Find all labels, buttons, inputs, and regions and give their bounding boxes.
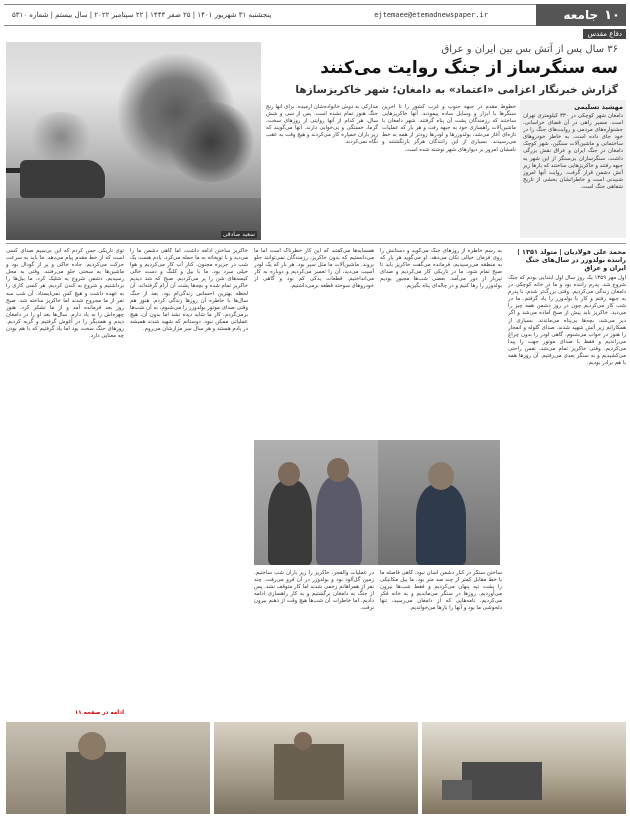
- lead-box: [520, 100, 626, 238]
- page-header: [4, 4, 626, 26]
- intro-column-2: [266, 104, 378, 238]
- body-text-2-top: به رسم خاطره از روزهای جنگ می‌گوید و دستانش را روی فرمان خیالی تکان می‌دهد. او می‌گوید هر بار که به منطقه می‌رسیدیم، فرمانده می‌گفت خاکریز باید تا صبح تمام شود. ما در تاریکی کار می‌کردیم و صدای تیربار از دور می‌آمد. بعضی شب‌ها مجبور بودیم بولدوزر را رها کنیم و در چاله‌ای پناه بگیریم.: [380, 248, 502, 290]
- section-email[interactable]: ejtemaee@etemadnewspaper.ir: [374, 11, 488, 19]
- portrait-photo-right: [378, 440, 502, 565]
- intro-column-1: [382, 104, 516, 238]
- body-column-2-bottom: [380, 570, 502, 718]
- hero-photo: [6, 42, 261, 240]
- intro-text-2: مدارکی به دوش خانواده‌شان آرمیده. برای آنها رنج جنگ هنوز تمام نشده است. پس از سی و شش سال، هر کدام از آنها روایتی از روزهای سخت، گرما، خستگی و بی‌خوابی دارند. آنها می‌گویند که زیر باران خمپاره کار می‌کردند و هیچ وقت به عقب نگاه نمی‌کردند.: [266, 104, 378, 146]
- body-text-3-top: همسایه‌ها می‌گفتند که این کار خطرناک است اما ما می‌دانستیم که بدون خاکریز، رزمندگان نمی‌توانند جلو بروند. ماشین‌آلات ما مثل سپر بود. هر بار که یک لودر آسیب می‌دید، آن را تعمیر می‌کردیم و دوباره به کار می‌انداختیم. قطعات یدکی کم بود و گاهی از خودروهای سوخته قطعه برمی‌داشتیم.: [254, 248, 374, 290]
- section-name: جامعه: [563, 8, 599, 22]
- young-soldier-photo: [6, 722, 210, 814]
- body-column-4: [130, 248, 248, 718]
- body-text-4: خاکریز ساختن ادامه داشت، اما گاهی دشمن ما را می‌دید و با توپخانه به ما حمله می‌کرد. یادم هست یک شب در جزیره مجنون، کنار آب کار می‌کردیم و هوا خیلی سرد بود. ما با بیل و کلنگ و دست خالی کیسه‌های شن را پر می‌کردیم. صبح که شد دیدیم خاکریز تمام شده و بچه‌ها پشت آن آرام گرفته‌اند. آن لحظه بهترین احساس زندگی‌ام بود. بعد از جنگ سال‌ها با خاطره آن روزها زندگی کردم. هنوز هم وقتی صدای موتور بولدوزر را می‌شنوم، به آن شب‌ها برمی‌گردم. کار ما شاید دیده نشد اما بدون آن، هیچ عملیاتی ممکن نبود. دوستانم که شهید شدند همیشه در یادم هستند و هر سال سر مزارشان می‌روم.: [130, 248, 248, 333]
- interviewee-byline: محمد علی فولادیان | متولد ۱۳۵۱ | راننده بولدوزر در سال‌های جنگ ایران و عراق: [517, 248, 626, 272]
- story-headline: سه سنگرساز از جنگ روایت می‌کنند: [320, 58, 618, 78]
- body-text-5: توی تاریکی حس کردم که این بی‌سیم صدای کسی است که از خط مقدم پیام می‌دهد. ما باید به سرعت حرکت می‌کردیم. جاده خاکی و پر از گودال بود و ماشین‌ها به سختی جلو می‌رفتند. وقتی به محل رسیدیم، دشمن شروع به شلیک کرد. ما بیل‌ها را برداشتیم و شروع به کندن کردیم. هر کسی کاری را به عهده داشت و هیچ کس نمی‌ایستاد. آن شب سه نفر از ما مجروح شدند اما خاکریز ساخته شد. صبح روز بعد فرمانده آمد و از ما تشکر کرد. هنوز چهره‌اش را به یاد دارم. سال‌ها بعد او را در دامغان دیدم و همدیگر را در آغوش گرفتیم و گریه کردیم. روزهای جنگ سخت بود اما یاد گرفتیم که با هم بودن چه معنایی دارد.: [6, 248, 124, 340]
- page-number: ۱۰: [604, 7, 620, 23]
- section-label: [536, 4, 626, 26]
- tank-silhouette: [20, 160, 105, 198]
- portrait-photos: [254, 440, 502, 565]
- portrait-photo-left: [254, 440, 378, 565]
- photo-credit: سعید صادقی: [222, 231, 255, 238]
- body-text-2-bottom: ساختن سنگر در کنار دشمن آسان نبود. گاهی فاصله ما با خط مقابل کمتر از چند صد متر بود. ما بیل مکانیکی را پشت تپه پنهان می‌کردیم و فقط شب‌ها بیرون می‌آوردیم. روزها در سنگر می‌ماندیم و به خانه فکر می‌کردیم. نامه‌هایی که از دامغان می‌رسید، تنها دلخوشی ما بود و آنها را بارها می‌خواندیم.: [380, 570, 502, 612]
- rubric-tag: دفاع مقدس: [583, 29, 626, 39]
- section-divider: [6, 243, 626, 244]
- body-column-5: [6, 248, 124, 718]
- story-kicker: ۳۶ سال پس از آتش بس بین ایران و عراق: [441, 44, 618, 55]
- lead-author: مهشید تسلیمی: [574, 103, 623, 111]
- body-column-3-top: [254, 248, 374, 438]
- header-info: [4, 4, 536, 26]
- lead-text: دامغان شهر کوچکی در ۳۳۰ کیلومتری تهران است. مسیر راهی در آن فضای خراسانی، جشنواره‌های مردمی و روایت‌های جنگ را در خود جای داده است. به خاطر خودروهای ساختمانی و ماشین‌آلات سنگین، شهر کوچک دامغان در جنگ ایران و عراق نقش بزرگی داشت. سنگرسازان بی‌سنگر از این شهر به جبهه رفتند و خاکریزهایی ساختند که بارها زیر آتش دشمن قرار گرفت. روایت آنها امروز شنیدنی است و خاطراتشان بخشی از تاریخ شفاهی جنگ است.: [523, 113, 623, 190]
- intro-text-1: خطوط مقدم در جبهه جنوب و غرب کشور را تا آخرین سنگرها با ابزار و وسایل ساده پیمودند. آنها خاکریزهایی ساختند که رزمندگان پشت آن پناه گرفتند. شهر دامغان با ماشین‌آلات راهسازی خود به جبهه رفت و هر بار که عملیات تازه‌ای آغاز می‌شد، بولدوزرها و لودرها زودتر از همه به خط می‌رسیدند. بسیاری از این رانندگان هرگز بازنگشتند و نامشان امروز بر دیوارهای شهر نوشته شده است.: [382, 104, 516, 153]
- continued-note[interactable]: ادامه در صفحه ۱۱: [74, 710, 124, 716]
- issue-date-line: پنجشنبه ۳۱ شهریور ۱۴۰۱ | ۲۵ صفر ۱۴۴۴ | ۲۲ سپتامبر ۲۰۲۲ | سال بیستم | شماره ۵۳۱۰: [12, 11, 272, 19]
- body-column-3-bottom: [254, 570, 374, 718]
- bottom-photo-strip: [6, 722, 626, 814]
- story-subhead: گزارش خبرنگار اعزامی «اعتماد» به دامغان؛ شهر خاکریزسازها: [295, 84, 618, 96]
- body-column-1: [508, 248, 626, 718]
- body-text-3-bottom: در عملیات والفجر، خاکریز را زیر باران شب ساختیم. زمین گل‌آلود بود و بولدوزر در آن فرو می‌رفت. چند نفر از همراهانم زخمی شدند اما کار متوقف نشد. پس از جنگ به دامغان برگشتیم و به کار راهسازی ادامه دادیم. اما خاطرات آن شب‌ها هیچ وقت از ذهنم بیرون نرفت.: [254, 570, 374, 612]
- bulldozer-photo: [422, 722, 626, 814]
- body-text-1: اول مهر ۱۳۵۹ یک روز سال اول ابتدایی بودم که جنگ شروع شد. پدرم راننده بود و ما در خانه کوچکی در دامغان زندگی می‌کردیم. وقتی بزرگ‌تر شدم، با پدرم به جبهه رفتم و کار با بولدوزر را یاد گرفتم. ما در شب کار می‌کردیم چون در روز دشمن همه چیز را می‌دید. خاکریز باید پیش از صبح آماده می‌شد و اگر دیر می‌شد، بچه‌ها بی‌پناه می‌ماندند. بسیاری از همکارانم زیر آتش شهید شدند. صدای گلوله و انفجار را هنوز در خواب می‌شنوم. گاهی لودر را بدون چراغ می‌راندیم و فقط با صدای موتور جهت را پیدا می‌کردیم. وقتی خاکریز تمام می‌شد، نفس راحتی می‌کشیدیم و به سنگر بعدی می‌رفتیم. آن روزها همه با هم برادر بودیم.: [508, 275, 626, 367]
- loader-operator-photo: [214, 722, 418, 814]
- body-column-2-top: [380, 248, 502, 438]
